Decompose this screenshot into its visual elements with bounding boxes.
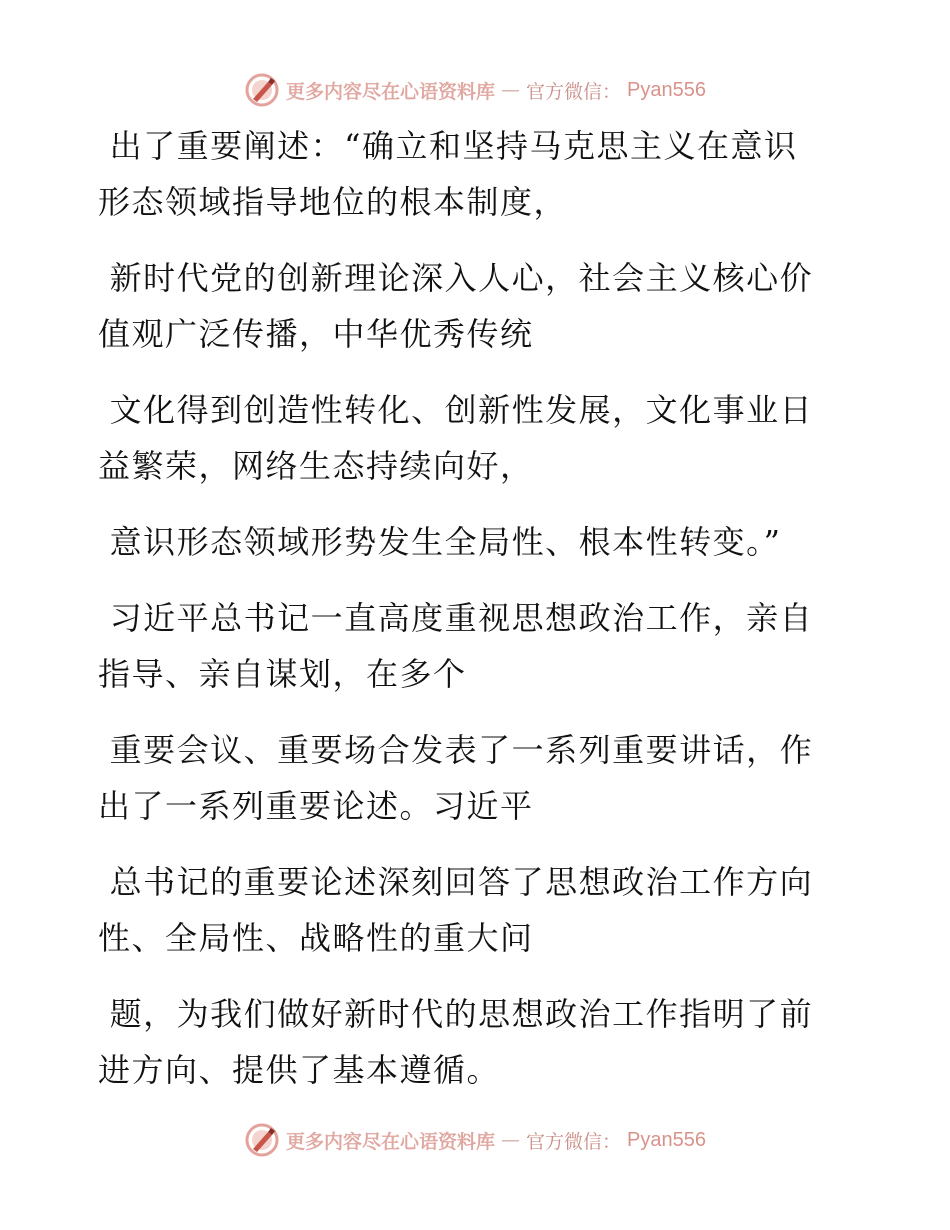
paragraph-8: 题，为我们做好新时代的思想政治工作指明了前进方向、提供了基本遵循。 <box>98 995 814 1089</box>
paragraph-4: 意识形态领域形势发生全局性、根本性转变。” <box>98 523 782 561</box>
banner-separator: — <box>501 1129 521 1151</box>
paragraph-5: 习近平总书记一直高度重视思想政治工作，亲自指导、亲自谋划，在多个 <box>98 599 814 693</box>
paragraph-2: 新时代党的创新理论深入人心，社会主义核心价值观广泛传播，中华优秀传统 <box>98 259 814 353</box>
paragraph-7: 总书记的重要论述深刻回答了思想政治工作方向性、全局性、战略性的重大问 <box>98 863 814 957</box>
banner-wechat-id: Pyan556 <box>627 78 706 101</box>
banner-main-text: 更多内容尽在心语资料库 <box>286 80 496 103</box>
header-watermark-banner <box>0 70 950 110</box>
document-body <box>98 118 830 1118</box>
banner-wechat-label: 官方微信： <box>526 80 622 103</box>
banner-wechat-label: 官方微信： <box>526 1130 622 1153</box>
pen-seal-logo-icon <box>244 72 280 108</box>
banner-main-text: 更多内容尽在心语资料库 <box>286 1130 496 1153</box>
pen-seal-logo-icon <box>244 1122 280 1158</box>
banner-separator: — <box>501 79 521 101</box>
paragraph-3: 文化得到创造性转化、创新性发展，文化事业日益繁荣，网络生态持续向好， <box>98 391 814 485</box>
paragraph-6: 重要会议、重要场合发表了一系列重要讲话，作出了一系列重要论述。习近平 <box>98 731 814 825</box>
footer-watermark-banner <box>0 1120 950 1160</box>
paragraph-1: 出了重要阐述：“确立和坚持马克思主义在意识形态领域指导地位的根本制度， <box>98 127 798 221</box>
banner-wechat-id: Pyan556 <box>627 1128 706 1151</box>
